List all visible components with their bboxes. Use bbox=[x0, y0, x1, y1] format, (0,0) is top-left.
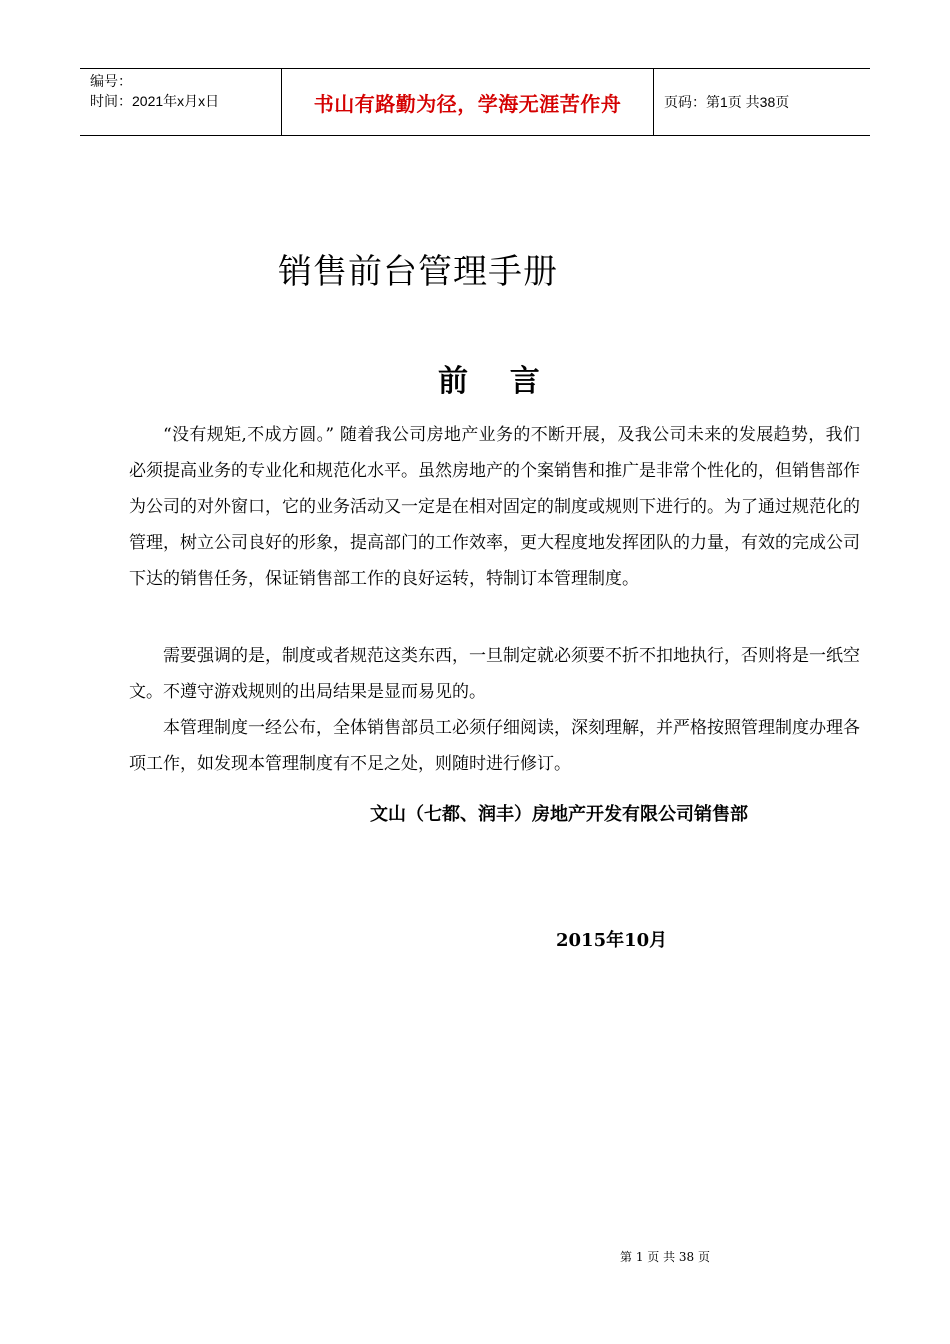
company-signature: 文山（七都、润丰）房地产开发有限公司销售部 bbox=[370, 804, 748, 825]
header-page-info: 页码：第1页 共38页 bbox=[664, 94, 790, 110]
header-meta-cell bbox=[80, 69, 281, 135]
header-motto: 书山有路勤为径，学海无涯苦作舟 bbox=[281, 69, 654, 135]
time-label: 时间：2021年x月x日 bbox=[90, 93, 220, 109]
serial-number-label: 编号： bbox=[90, 73, 132, 89]
document-header bbox=[80, 68, 870, 136]
paragraph-1: “没有规矩,不成方圆。” 随着我公司房地产业务的不断开展，及我公司未来的发展趋势，我们必须提高业务的专业化和规范化水平。虽然房地产的个案销售和推广是非常个性化的，但销售部作为公司的对外窗口，它的业务活动又一定是在相对固定的制度或规则下进行的。为了通过规范化的管理，树立公司良好的形象，提高部门的工作效率，更大程度地发挥团队的力量，有效的完成公司下达的销售任务，保证销售部工作的良好运转，特制订本管理制度。 bbox=[129, 425, 860, 589]
page-footer: 第 1 页 共 38 页 bbox=[620, 1250, 710, 1264]
section-heading: 前 言 bbox=[438, 364, 540, 399]
document-title: 销售前台管理手册 bbox=[278, 252, 558, 292]
document-date: 2015年10月 bbox=[556, 930, 668, 951]
paragraph-2: 需要强调的是，制度或者规范这类东西，一旦制定就必须要不折不扣地执行，否则将是一纸空文。不遵守游戏规则的出局结果是显而易见的。 bbox=[129, 646, 860, 702]
paragraph-3: 本管理制度一经公布，全体销售部员工必须仔细阅读，深刻理解，并严格按照管理制度办理各项工作，如发现本管理制度有不足之处，则随时进行修订。 bbox=[129, 718, 860, 774]
